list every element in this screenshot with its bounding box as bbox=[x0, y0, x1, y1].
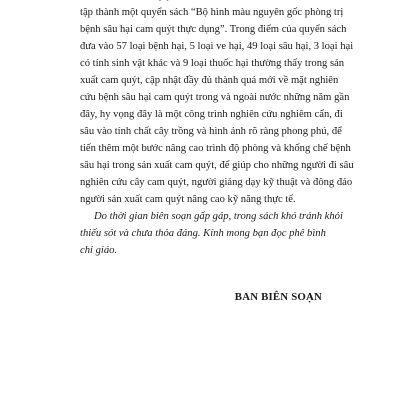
preface-paragraph-2 bbox=[80, 208, 343, 259]
signature: BAN BIÊN SOẠN bbox=[234, 291, 322, 303]
text-line: đưa vào 57 loại bệnh hại, 5 loại ve hại, 49 loại sâu hại, 3 loại hại bbox=[80, 41, 354, 52]
text-line: tập thành một quyển sách “Bộ hình màu nguyên gốc phòng trị bbox=[80, 7, 344, 18]
text-line: người sản xuất cam quýt nâng cao kỹ năng thực tế. bbox=[80, 194, 296, 205]
preface-paragraph-1 bbox=[80, 0, 354, 208]
text-line: cứu bệnh sâu hại cam quýt trong và ngoài nước những năm gần bbox=[80, 92, 350, 103]
text-line: chỉ giáo. bbox=[80, 245, 118, 256]
text-line: thiếu sót và chưa thỏa đáng. Kính mong bạn đọc phê bình bbox=[80, 228, 326, 239]
text-line: Do thời gian biên soạn gấp gáp, trong sách khó tránh khỏi bbox=[94, 211, 343, 222]
text-line: nghiên cứu cây cam quýt, người giảng dạy kỹ thuật và đông đảo bbox=[80, 177, 353, 188]
preface-text bbox=[80, 0, 354, 259]
text-line: đây, hy vọng đây là một công trình nghiên cứu nghiêm cẩn, đi bbox=[80, 109, 343, 120]
text-line: bệnh sâu hại cam quýt thực dụng”. Trong điểm của quyển sách bbox=[80, 24, 347, 35]
text-line: có tính sinh vật khác và 9 loại thuốc hại thường thấy trong sản bbox=[80, 58, 345, 69]
text-line: xuất cam quýt, cập nhật đầy đủ thành quả mới về mặt nghiên bbox=[80, 75, 339, 86]
text-line: tiến thêm một bước nâng cao trình độ phòng và khống chế bệnh bbox=[80, 143, 351, 154]
text-line: sâu vào tính chất cây trồng và hình ảnh rõ ràng phong phú, để bbox=[80, 126, 342, 137]
text-line: sâu hại trong sản xuất cam quýt, để giúp cho những người đi sâu bbox=[80, 160, 354, 171]
